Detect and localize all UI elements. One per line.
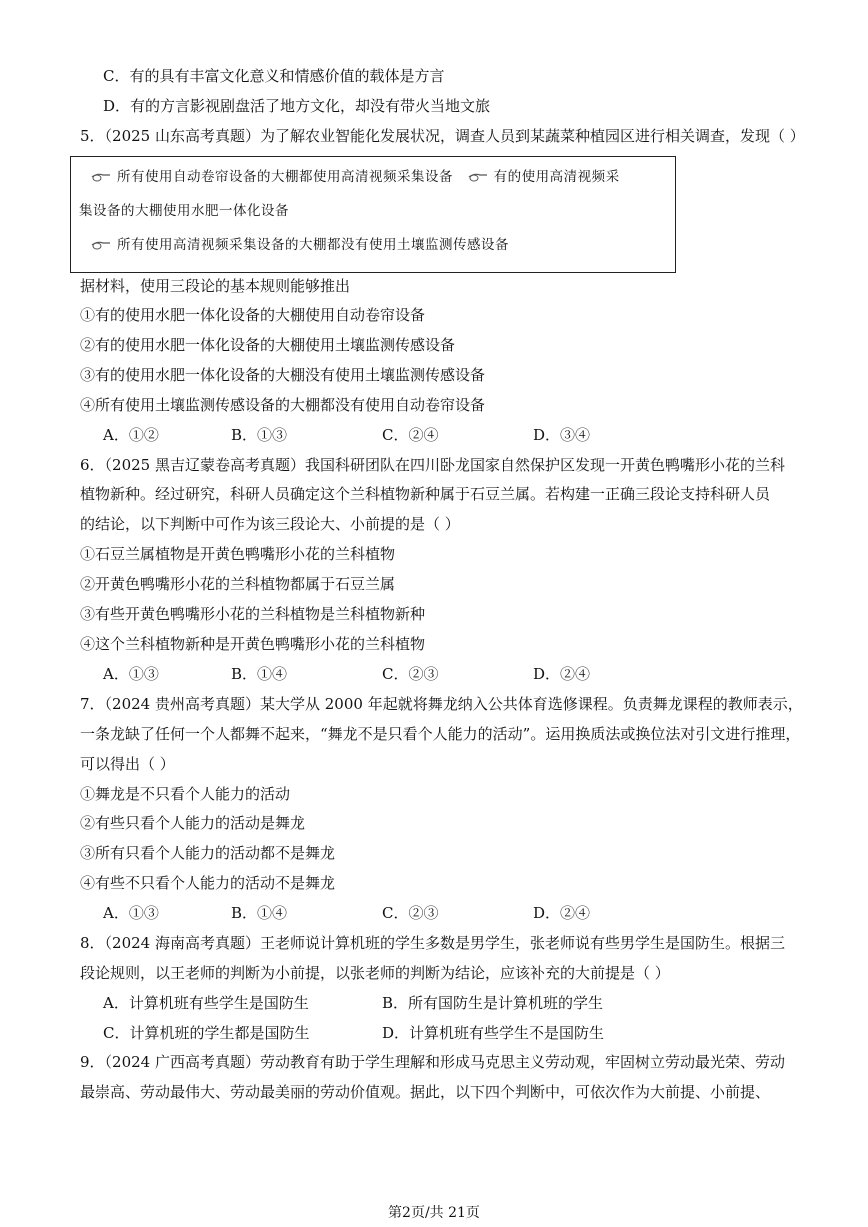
q5-box-line-1	[91, 167, 620, 187]
q5-box-statement-2b: 集设备的大棚使用水肥一体化设备	[79, 203, 289, 219]
q9-stem-line-2: 最崇高、劳动最伟大、劳动最美丽的劳动价值观。据此，以下四个判断中，可依次作为大前提、小前提、	[80, 1083, 771, 1101]
q6-item-1: ①石豆兰属植物是开黄色鸭嘴形小花的兰科植物	[80, 545, 396, 563]
q6-item-2: ②开黄色鸭嘴形小花的兰科植物都属于石豆兰属	[80, 575, 396, 593]
q5-after-text: 据材料，使用三段论的基本规则能够推出	[80, 277, 351, 295]
pointing-hand-icon	[91, 240, 111, 250]
q5-option-c: C．②④	[382, 426, 439, 444]
q7-option-d: D．②④	[533, 904, 591, 922]
q7-item-3: ③所有只看个人能力的活动都不是舞龙	[80, 844, 336, 862]
q5-box-statement-3: 所有使用高清视频采集设备的大棚都没有使用土壤监测传感设备	[117, 237, 509, 253]
q7-stem-line-2: 一条龙缺了任何一个人都舞不起来，“舞龙不是只看个人能力的活动”。运用换质法或换位法对引文进行推理，	[80, 725, 801, 743]
q5-item-2: ②有的使用水肥一体化设备的大棚使用土壤监测传感设备	[80, 336, 456, 354]
q6-item-4: ④这个兰科植物新种是开黄色鸭嘴形小花的兰科植物	[80, 635, 426, 653]
pointing-hand-icon	[468, 172, 488, 182]
q7-option-c: C．②③	[382, 904, 439, 922]
q6-item-3: ③有些开黄色鸭嘴形小花的兰科植物是兰科植物新种	[80, 605, 426, 623]
q8-stem-line-1: 8．（2024 海南高考真题）王老师说计算机班的学生多数是男学生，张老师说有些男学生是国防生。根据三	[80, 934, 785, 952]
pointing-hand-icon	[91, 172, 111, 182]
q8-option-a: A．计算机班有些学生是国防生	[103, 994, 309, 1012]
q5-item-4: ④所有使用土壤监测传感设备的大棚都没有使用自动卷帘设备	[80, 396, 486, 414]
q5-option-b: B．①③	[231, 426, 288, 444]
q8-option-c: C．计算机班的学生都是国防生	[103, 1024, 310, 1042]
q7-stem-line-1: 7．（2024 贵州高考真题）某大学从 2000 年起就将舞龙纳入公共体育选修课程。负责舞龙课程的教师表示，	[80, 695, 803, 713]
q4-option-c: C．有的具有丰富文化意义和情感价值的载体是方言	[103, 67, 445, 85]
q5-option-a: A．①②	[103, 426, 159, 444]
q5-material-box	[70, 156, 676, 273]
q6-option-c: C．②③	[382, 665, 439, 683]
q5-box-statement-1: 所有使用自动卷帘设备的大棚都使用高清视频采集设备	[117, 169, 453, 185]
q4-option-d: D．有的方言影视剧盘活了地方文化，却没有带火当地文旅	[103, 97, 491, 115]
page-number-footer: 第2页/共 21页	[388, 1205, 480, 1221]
q7-item-1: ①舞龙是不只看个人能力的活动	[80, 785, 291, 803]
q8-option-b: B．所有国防生是计算机班的学生	[382, 994, 604, 1012]
q7-stem-line-3: 可以得出（ ）	[80, 755, 175, 773]
q5-item-3: ③有的使用水肥一体化设备的大棚没有使用土壤监测传感设备	[80, 366, 486, 384]
q7-item-2: ②有些只看个人能力的活动是舞龙	[80, 814, 306, 832]
q6-option-a: A．①③	[103, 665, 159, 683]
q6-stem-line-1: 6．（2025 黑吉辽蒙卷高考真题）我国科研团队在四川卧龙国家自然保护区发现一开黄色鸭嘴形小花的兰科	[80, 456, 785, 474]
q6-stem-line-2: 植物新种。经过研究，科研人员确定这个兰科植物新种属于石豆兰属。若构建一正确三段论支持科研人员	[80, 485, 771, 503]
q7-option-b: B．①④	[231, 904, 288, 922]
q6-option-b: B．①④	[231, 665, 288, 683]
q7-item-4: ④有些不只看个人能力的活动不是舞龙	[80, 874, 336, 892]
q8-option-d: D．计算机班有些学生不是国防生	[382, 1024, 605, 1042]
q5-item-1: ①有的使用水肥一体化设备的大棚使用自动卷帘设备	[80, 306, 426, 324]
q9-stem-line-1: 9．（2024 广西高考真题）劳动教育有助于学生理解和形成马克思主义劳动观，牢固树立劳动最光荣、劳动	[80, 1053, 785, 1071]
q8-stem-line-2: 段论规则，以王老师的判断为小前提，以张老师的判断为结论，应该补充的大前提是（ ）	[80, 964, 670, 982]
q5-stem: 5．（2025 山东高考真题）为了解农业智能化发展状况，调查人员到某蔬菜种植园区进行相关调查，发现（ ）	[80, 127, 805, 145]
q7-option-a: A．①③	[103, 904, 159, 922]
q6-stem-line-3: 的结论，以下判断中可作为该三段论大、小前提的是（ ）	[80, 515, 460, 533]
q5-box-line-3	[91, 235, 509, 255]
q5-box-statement-2a: 有的使用高清视频采	[493, 169, 620, 185]
q5-option-d: D．③④	[533, 426, 591, 444]
q6-option-d: D．②④	[533, 665, 591, 683]
